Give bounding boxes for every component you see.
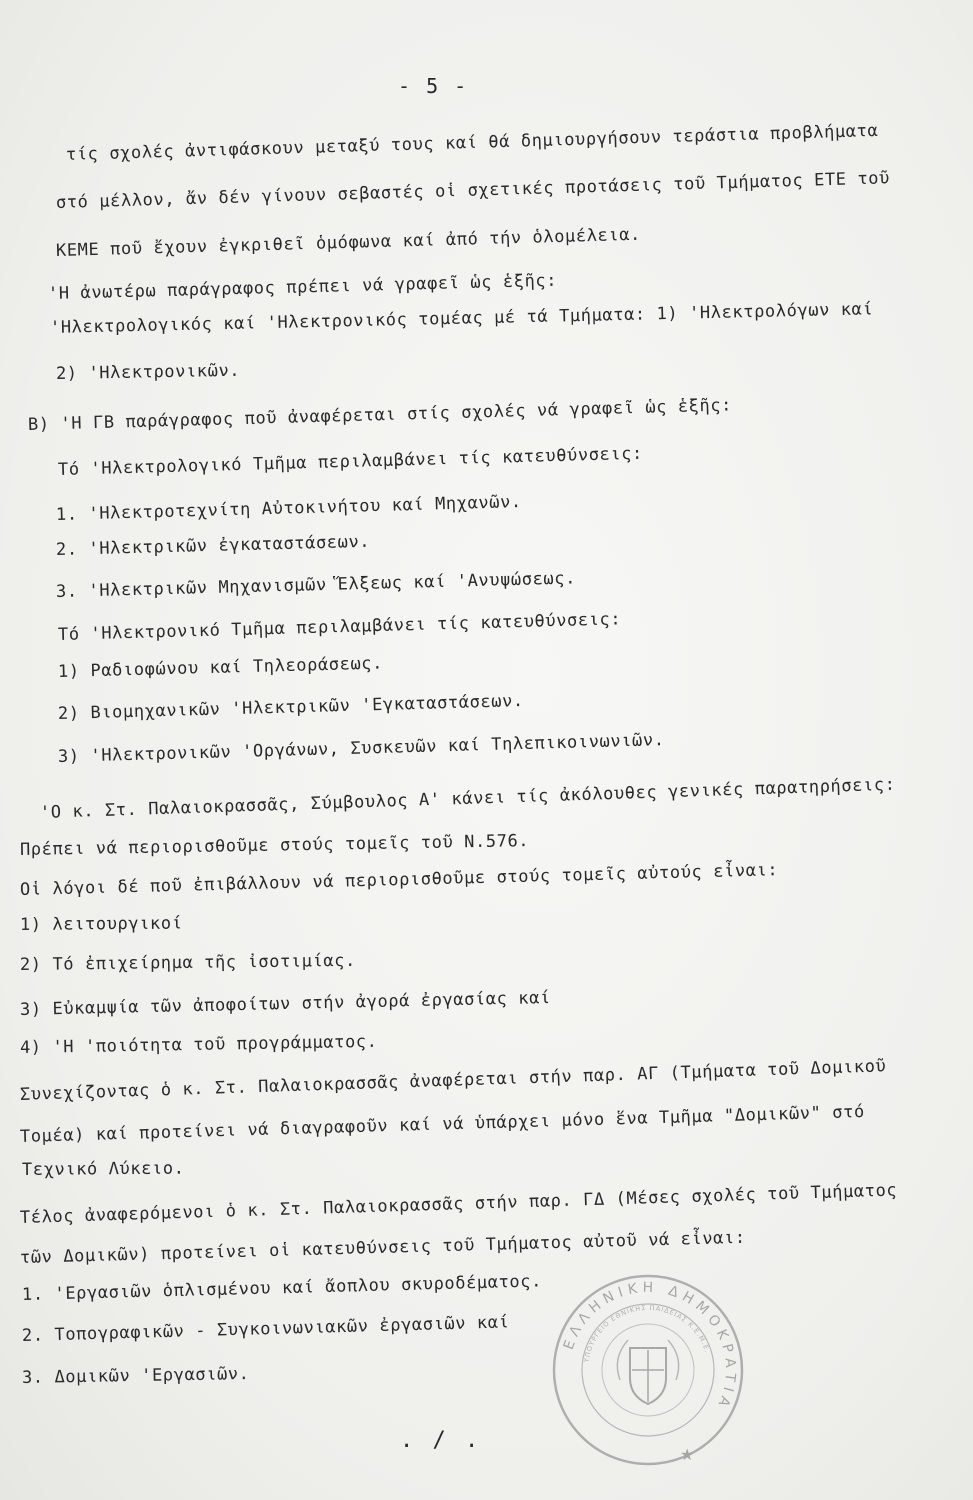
text-line-27: τῶν Δομικῶν) προτείνει οἱ κατευθύνσεις τοῦ Τμήματος αὐτοῦ νά εἶναι: (19, 1227, 746, 1268)
page-number: - 5 - (398, 74, 469, 98)
text-line-21: 3) Εὐκαμψία τῶν ἀποφοίτων στήν ἀγορά ἐργασίας καί (19, 987, 552, 1020)
text-line-30: 3. Δομικῶν 'Εργασιῶν. (21, 1364, 250, 1388)
text-line-11: 3. 'Ηλεκτρικῶν Μηχανισμῶν Ἕλξεως καί 'Ανυψώσεως. (55, 568, 577, 602)
text-line-25: Τεχνικό Λύκειο. (21, 1158, 185, 1180)
text-line-17: Πρέπει νά περιορισθοῦμε στούς τομεῖς τοῦ Ν.576. (19, 831, 530, 860)
text-line-2: στό μέλλον, ἄν δέν γίνουν σεβαστές οἱ σχετικές προτάσεις τοῦ Τμήματος ΕΤΕ τοῦ (55, 168, 891, 213)
text-line-8: Τό 'Ηλεκτρολογικό Τμῆμα περιλαμβάνει τίς κατευθύνσεις: (57, 443, 644, 480)
text-line-13: 1) Ραδιοφώνου καί Τηλεοράσεως. (57, 653, 384, 682)
seal-inner-text: ΥΠΟΥΡΓΕΙΟ ΕΘΝΙΚΗΣ ΠΑΙΔΕΙΑΣ Κ.Ε.Μ.Ε. (582, 1303, 712, 1363)
text-line-16: 'Ο κ. Στ. Παλαιοκρασσᾶς, Σύμβουλος Α' κάνει τίς ἀκόλουθες γενικές παρατηρήσεις: (39, 774, 896, 823)
svg-text:ΥΠΟΥΡΓΕΙΟ ΕΘΝΙΚΗΣ ΠΑΙΔΕΙΑΣ Κ.Ε (582, 1304, 711, 1364)
text-line-29: 2. Τοπογραφικῶν - Συγκοινωνιακῶν ἐργασιῶν καί (21, 1312, 510, 1346)
text-line-26: Τέλος ἀναφερόμενοι ὁ κ. Στ. Παλαιοκρασσᾶς στήν παρ. ΓΔ (Μέσες σχολές τοῦ Τμήματος (19, 1180, 898, 1228)
text-line-14: 2) Βιομηχανικῶν 'Ηλεκτρικῶν 'Εγκαταστάσεων. (57, 690, 525, 724)
seal-star-icon: ★ (680, 1445, 695, 1464)
text-line-12: Τό 'Ηλεκτρονικό Τμῆμα περιλαμβάνει τίς κατευθύνσεις: (57, 609, 622, 645)
text-line-24: Τομέα) καί προτείνει νά διαγραφοῦν καί νά ὑπάρχει μόνο ἕνα Τμῆμα "Δομικῶν" στό (19, 1101, 866, 1147)
text-line-18: Οἱ λόγοι δέ ποῦ ἐπιβάλλουν νά περιορισθοῦμε στούς τομεῖς αὐτούς εἶναι: (19, 860, 779, 900)
continuation-mark: . / . (400, 1428, 482, 1453)
text-line-4: 'Η ἀνωτέρω παράγραφος πρέπει νά γραφεῖ ὡς ἑξῆς: (47, 270, 558, 304)
text-line-10: 2. 'Ηλεκτρικῶν ἐγκαταστάσεων. (55, 531, 371, 560)
text-line-1: τίς σχολές ἀντιφάσκουν μεταξύ τους καί θά δημιουργήσουν τεράστια προβλήματα (65, 120, 879, 165)
text-line-28: 1. 'Εργασιῶν ὁπλισμένου καί ἄοπλου σκυροδέματος. (21, 1271, 543, 1305)
text-line-23: Συνεχίζοντας ὁ κ. Στ. Παλαιοκρασσᾶς ἀναφέρεται στήν παρ. ΑΓ (Τμήματα τοῦ Δομικοῦ (19, 1056, 887, 1105)
text-line-5: 'Ηλεκτρολογικός καί 'Ηλεκτρονικός τομέας μέ τά Τμήματα: 1) 'Ηλεκτρολόγων καί (49, 299, 874, 338)
text-line-20: 2) Τό ἐπιχείρημα τῆς ἰσοτιμίας. (19, 950, 356, 975)
text-line-19: 1) λειτουργικοί (19, 913, 183, 935)
text-line-15: 3) 'Ηλεκτρονικῶν 'Οργάνων, Συσκευῶν καί Τηλεπικοινωνιῶν. (57, 730, 665, 767)
text-line-7: Β) 'Η ΓΒ παράγραφος ποῦ ἀναφέρεται στίς σχολές νά γραφεῖ ὡς ἑξῆς: (27, 395, 733, 435)
seal-outer-text: ΕΛΛΗΝΙΚΗ ΔΗΜΟΚΡΑΤΙΑ (560, 1279, 739, 1414)
text-line-22: 4) 'Η 'ποιότητα τοῦ προγράμματος. (19, 1031, 378, 1058)
text-line-6: 2) 'Ηλεκτρονικῶν. (55, 360, 241, 384)
seal-emblem (617, 1340, 678, 1404)
official-seal-stamp (548, 1270, 748, 1470)
text-line-3: ΚΕΜΕ ποῦ ἔχουν ἐγκριθεῖ ὁμόφωνα καί ἀπό τήν ὁλομέλεια. (55, 224, 642, 261)
text-line-9: 1. 'Ηλεκτροτεχνίτη Αὐτοκινήτου καί Μηχανῶν. (55, 491, 523, 525)
